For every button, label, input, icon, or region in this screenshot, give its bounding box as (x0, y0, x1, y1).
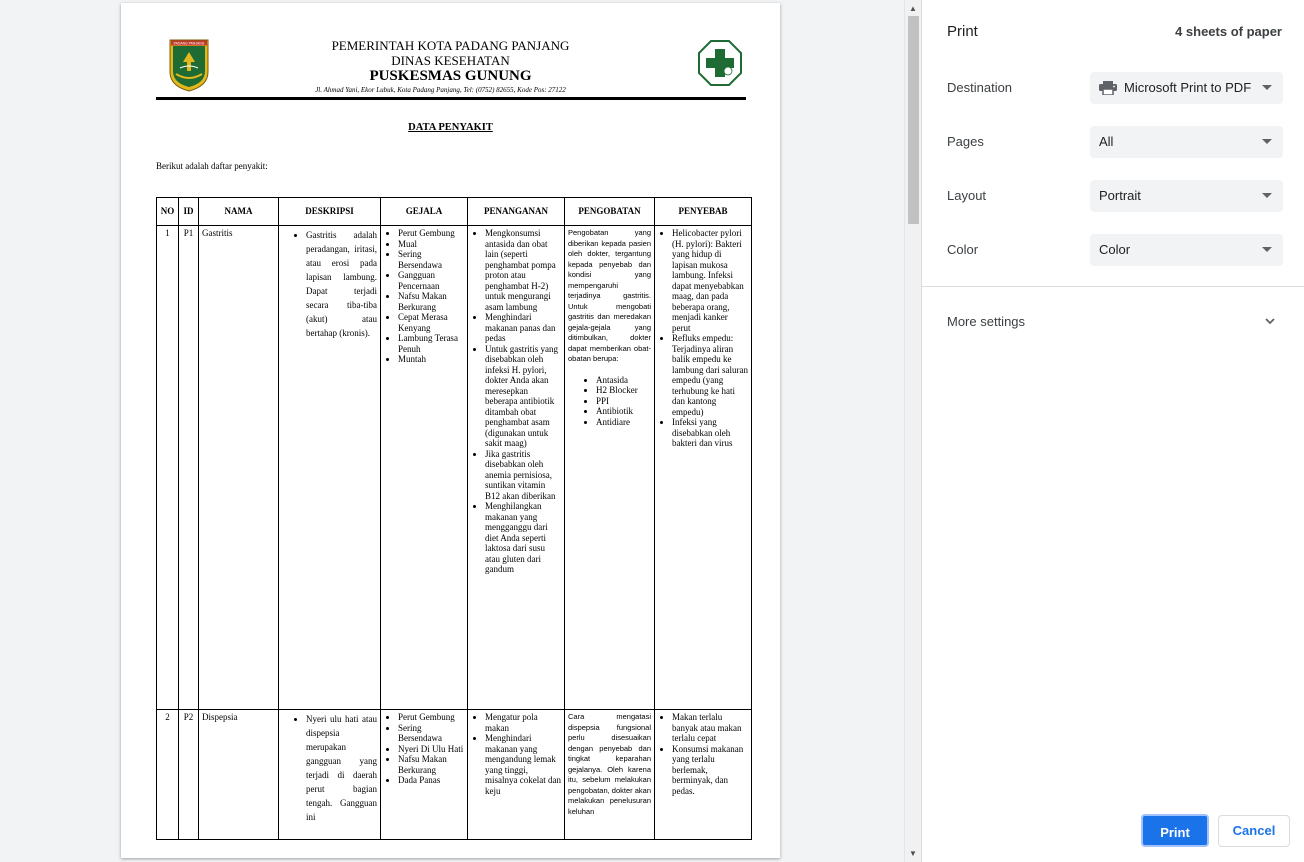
cancel-button[interactable]: Cancel (1218, 815, 1290, 847)
scroll-up-arrow-icon[interactable]: ▲ (909, 4, 917, 13)
list-item: • Antidiare (596, 417, 651, 428)
cell-penyebab (655, 710, 752, 840)
header-department: DINAS KESEHATAN (391, 53, 510, 68)
list-item: • Untuk gastritis yang disebabkan oleh infeksi H. pylori, dokter Anda akan meresepkan beberapa antibiotik ditambah obat penghambat asam (digunakan untuk sakit maag) (485, 344, 561, 449)
table-row (157, 226, 752, 710)
cell-gejala (381, 226, 468, 710)
list-item: • Perut Gembung (398, 228, 464, 239)
cell-no: 2 (157, 710, 179, 840)
color-label: Color (947, 242, 979, 257)
col-header: PENANGANAN (468, 198, 565, 226)
list-item: • Infeksi yang disebabkan oleh bakteri dan virus (672, 417, 748, 449)
list-item: • Mual (398, 239, 464, 250)
deskripsi-text: • Gastritis adalah peradangan, iritasi, atau erosi pada lapisan lambung. Dapat terjadi secara tiba-tiba (akut) atau bertahap (kronis). (306, 228, 377, 340)
color-row (947, 234, 1283, 266)
document-page (121, 3, 780, 858)
list-item: • Nafsu Makan Berkurang (398, 291, 464, 312)
preview-scrollbar[interactable] (904, 0, 921, 862)
pages-value: All (1099, 134, 1114, 149)
list-item: • Helicobacter pylori (H. pylori): Bakteri yang hidup di lapisan mukosa lambung. Infeksi dapat menyebabkan maag, dan pada beberapa orang, menjadi kanker perut (672, 228, 748, 333)
list-item: • Lambung Terasa Penuh (398, 333, 464, 354)
list-item: • Muntah (398, 354, 464, 365)
list-item: • Nafsu Makan Berkurang (398, 754, 464, 775)
scrollbar-thumb[interactable] (908, 16, 919, 224)
col-header: NO (157, 198, 179, 226)
table-header-row (157, 198, 752, 226)
list-item: • Refluks empedu: Terjadinya aliran balik empedu ke lambung dari saluran empedu (yang terhubung ke hati dan kantong empedu) (672, 333, 748, 417)
color-value: Color (1099, 242, 1131, 257)
list-item: • Makan terlalu banyak atau makan terlalu cepat (672, 712, 748, 744)
sheet-count: 4 sheets of paper (1175, 24, 1282, 39)
scroll-down-arrow-icon[interactable]: ▼ (909, 849, 917, 858)
col-header: NAMA (199, 198, 279, 226)
cell-deskripsi (279, 710, 381, 840)
cell-penanganan (468, 710, 565, 840)
header-address: Jl. Ahmad Yani, Ekor Lubuk, Kota Padang Panjang, Tel: (0752) 82655, Kode Pos: 27122 (315, 86, 566, 94)
list-item: • Cepat Merasa Kenyang (398, 312, 464, 333)
cell-id: P2 (179, 710, 199, 840)
destination-select[interactable] (1090, 72, 1283, 104)
list-item: • Menghindari makanan panas dan pedas (485, 312, 561, 344)
col-header: ID (179, 198, 199, 226)
dropdown-arrow-icon (1262, 139, 1272, 144)
settings-divider (922, 286, 1304, 287)
deskripsi-text: • Nyeri ulu hati atau dispepsia merupakan gangguan yang terjadi di daerah perut bagian tengah. Gangguan ini (306, 712, 377, 824)
list-item: • Konsumsi makanan yang terlalu berlemak, berminyak, dan pedas. (672, 744, 748, 797)
list-item: • Nyeri Di Ulu Hati (398, 744, 464, 755)
document-title: DATA PENYAKIT (408, 122, 493, 133)
cell-gejala (381, 710, 468, 840)
list-item: • Menghilangkan makanan yang mengganggu dari diet Anda seperti laktosa dari susu atau gluten dari gandum (485, 501, 561, 575)
col-header: PENGOBATAN (565, 198, 655, 226)
list-item: • Antasida (596, 375, 651, 386)
cell-nama: Gastritis (199, 226, 279, 710)
dropdown-arrow-icon (1262, 193, 1272, 198)
list-item: • Perut Gembung (398, 712, 464, 723)
dropdown-arrow-icon (1262, 85, 1272, 90)
pages-label: Pages (947, 134, 984, 149)
destination-label: Destination (947, 80, 1013, 95)
list-item: • Jika gastritis disebabkan oleh anemia pernisiosa, suntikan vitamin B12 akan diberikan (485, 449, 561, 502)
disease-table (156, 197, 752, 840)
list-item: • PPI (596, 396, 651, 407)
list-item: • Sering Bersendawa (398, 723, 464, 744)
list-item: • Mengatur pola makan (485, 712, 561, 733)
list-item: • Mengkonsumsi antasida dan obat lain (seperti penghambat pompa proton atau penghambat H-2) untuk mengurangi asam lambung (485, 228, 561, 312)
list-item: • Dada Panas (398, 775, 464, 786)
layout-select[interactable] (1090, 180, 1283, 212)
emblem-text: PADANG PANJANG (173, 41, 205, 46)
header-institution: PUSKESMAS GUNUNG (369, 68, 532, 84)
list-item: • Antibiotik (596, 406, 651, 417)
pengobatan-text: Cara mengatasi dispepsia fungsional perlu disesuaikan dengan penyebab dan tingkat keparahan gejalanya. Oleh karena itu, sebelum melakukan pengobatan, dokter akan melakukan penelusuran keluhan (568, 712, 651, 816)
cell-id: P1 (179, 226, 199, 710)
list-item: • Sering Bersendawa (398, 249, 464, 270)
printer-icon (1099, 81, 1117, 95)
cell-penyebab (655, 226, 752, 710)
destination-row (947, 72, 1283, 104)
header-rule (156, 97, 746, 100)
cell-no: 1 (157, 226, 179, 710)
more-settings-toggle[interactable]: More settings (947, 314, 1026, 329)
panel-title: Print (947, 23, 978, 40)
header-government: PEMERINTAH KOTA PADANG PANJANG (331, 38, 570, 53)
pages-row (947, 126, 1283, 158)
print-settings-panel (921, 0, 1304, 862)
destination-value: Microsoft Print to PDF (1124, 80, 1252, 95)
color-select[interactable] (1090, 234, 1283, 266)
pages-select[interactable] (1090, 126, 1283, 158)
layout-value: Portrait (1099, 188, 1141, 203)
col-header: DESKRIPSI (279, 198, 381, 226)
dropdown-arrow-icon (1262, 247, 1272, 252)
cell-pengobatan (565, 226, 655, 710)
cell-deskripsi (279, 226, 381, 710)
pengobatan-text: Pengobatan yang diberikan kepada pasien oleh dokter, tergantung kepada penyebab dan kondisi yang mempengaruhi terjadinya gastritis. Untuk mengobati gastritis dan meredakan gejala-gejala yang ditimbulkan, dokter dapat memberikan obat-obatan berupa: (568, 228, 651, 363)
chevron-down-icon[interactable] (1263, 314, 1277, 328)
cell-nama: Dispepsia (199, 710, 279, 840)
intro-text: Berikut adalah daftar penyakit: (156, 161, 268, 171)
cell-penanganan (468, 226, 565, 710)
cell-pengobatan (565, 710, 655, 840)
list-item: • H2 Blocker (596, 385, 651, 396)
layout-label: Layout (947, 188, 987, 203)
col-header: GEJALA (381, 198, 468, 226)
table-row (157, 710, 752, 840)
list-item: • Gangguan Pencernaan (398, 270, 464, 291)
col-header: PENYEBAB (655, 198, 752, 226)
print-button[interactable]: Print (1141, 814, 1209, 847)
layout-row (947, 180, 1283, 212)
list-item: • Menghindari makanan yang mengandung lemak yang tinggi, misalnya cokelat dan keju (485, 733, 561, 796)
